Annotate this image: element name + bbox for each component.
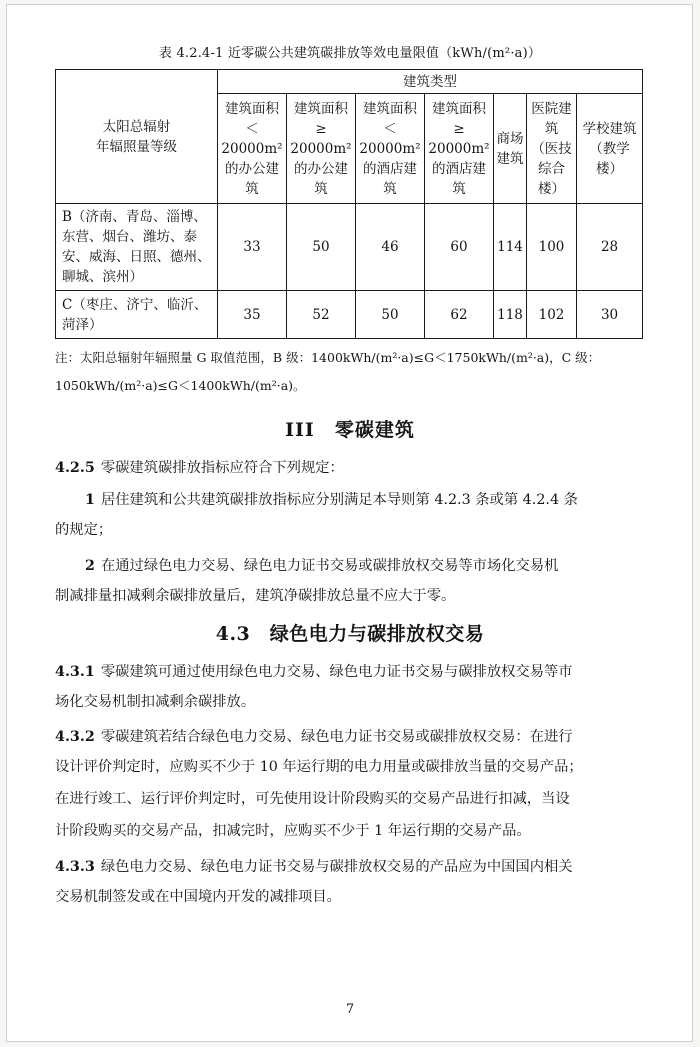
table-cell: 114 <box>494 204 527 291</box>
clause-text: 零碳建筑若结合绿色电力交易、绿色电力证书交易或碳排放权交易：在进行 <box>100 729 573 745</box>
column-header-hotel-large: 建筑面积 ≥ 20000m² 的酒店建 筑 <box>425 94 494 204</box>
table-cell: 35 <box>218 291 287 339</box>
clause-continuation: 计阶段购买的交易产品，扣减完时，应购买不少于 1 年运行期的交易产品。 <box>55 823 531 839</box>
row-label-grade-b: B（济南、青岛、淄博、 东营、烟台、潍坊、泰 安、威海、日照、德州、 聊城、滨州） <box>56 204 218 291</box>
column-header-office-small: 建筑面积 ＜ 20000m² 的办公建 筑 <box>218 94 287 204</box>
column-header-hotel-small: 建筑面积 ＜ 20000m² 的酒店建 筑 <box>356 94 425 204</box>
row-label-grade-c: C（枣庄、济宁、临沂、 菏泽） <box>56 291 218 339</box>
item-text: 居住建筑和公共建筑碳排放指标应分别满足本导则第 4.2.3 条或第 4.2.4 条 <box>100 492 578 508</box>
table-note-line: 注：太阳总辐射年辐照量 G 取值范围，B 级：1400kWh/(m²·a)≤G＜1750kWh/(m²·a)，C 级： <box>55 350 601 365</box>
item-2-continuation: 制减排量扣减剩余碳排放量后，建筑净碳排放总量不应大于零。 <box>55 588 456 604</box>
table-cell: 102 <box>527 291 577 339</box>
clause-continuation: 设计评价判定时，应购买不少于 10 年运行期的电力用量或碳排放当量的交易产品； <box>55 759 583 775</box>
table-row <box>56 291 643 339</box>
clause-number: 4.3.1 <box>55 664 95 680</box>
column-header-mall: 商场 建筑 <box>494 94 527 204</box>
page-number: 7 <box>345 1002 355 1017</box>
clause-continuation: 交易机制签发或在中国境内开发的减排项目。 <box>55 889 341 905</box>
table-cell: 62 <box>425 291 494 339</box>
clause-text: 零碳建筑碳排放指标应符合下列规定： <box>100 460 344 476</box>
table-note-line: 1050kWh/(m²·a)≤G＜1400kWh/(m²·a)。 <box>55 378 306 393</box>
clause-number: 4.3.2 <box>55 729 95 745</box>
table-cell: 100 <box>527 204 577 291</box>
group-header-building-type: 建筑类型 <box>218 70 643 94</box>
column-header-school: 学校建筑 （教学 楼） <box>577 94 643 204</box>
clause-continuation: 在进行竣工、运行评价判定时，可先使用设计阶段购买的交易产品进行扣减，当设 <box>55 791 570 807</box>
row-header-line: 太阳总辐射 <box>102 118 171 135</box>
clause-continuation: 场化交易机制扣减剩余碳排放。 <box>55 694 256 710</box>
clause-4-3-3 <box>55 852 645 882</box>
item-number: 1 <box>85 492 95 508</box>
row-header-cell <box>56 70 218 204</box>
section-heading-green-power: 4.3 绿色电力与碳排放权交易 <box>215 623 485 645</box>
table-cell: 118 <box>494 291 527 339</box>
clause-4-3-2 <box>55 722 645 752</box>
table-cell: 50 <box>356 291 425 339</box>
row-header-line: 年辐照量等级 <box>96 138 177 155</box>
clause-4-3-1 <box>55 657 645 687</box>
table-cell: 30 <box>577 291 643 339</box>
section-heading-zero-carbon: III 零碳建筑 <box>285 419 415 441</box>
table-row <box>56 204 643 291</box>
table-cell: 33 <box>218 204 287 291</box>
clause-text: 零碳建筑可通过使用绿色电力交易、绿色电力证书交易与碳排放权交易等市 <box>100 664 573 680</box>
column-header-hospital: 医院建 筑 （医技 综合 楼） <box>527 94 577 204</box>
table-cell: 46 <box>356 204 425 291</box>
clause-text: 绿色电力交易、绿色电力证书交易与碳排放权交易的产品应为中国国内相关 <box>100 859 573 875</box>
item-number: 2 <box>85 558 95 574</box>
item-2-line <box>85 551 645 581</box>
item-1-continuation: 的规定； <box>55 522 113 538</box>
table-cell: 52 <box>287 291 356 339</box>
clause-number: 4.3.3 <box>55 859 95 875</box>
item-text: 在通过绿色电力交易、绿色电力证书交易或碳排放权交易等市场化交易机 <box>100 558 559 574</box>
table-caption: 表 4.2.4-1 近零碳公共建筑碳排放等效电量限值（kWh/(m²·a)） <box>158 46 542 61</box>
item-1-line <box>85 485 645 515</box>
column-header-office-large: 建筑面积 ≥ 20000m² 的办公建 筑 <box>287 94 356 204</box>
emission-limit-table <box>55 69 643 339</box>
table-cell: 28 <box>577 204 643 291</box>
table-cell: 60 <box>425 204 494 291</box>
clause-4-2-5 <box>55 453 645 483</box>
table-cell: 50 <box>287 204 356 291</box>
clause-number: 4.2.5 <box>55 460 95 476</box>
